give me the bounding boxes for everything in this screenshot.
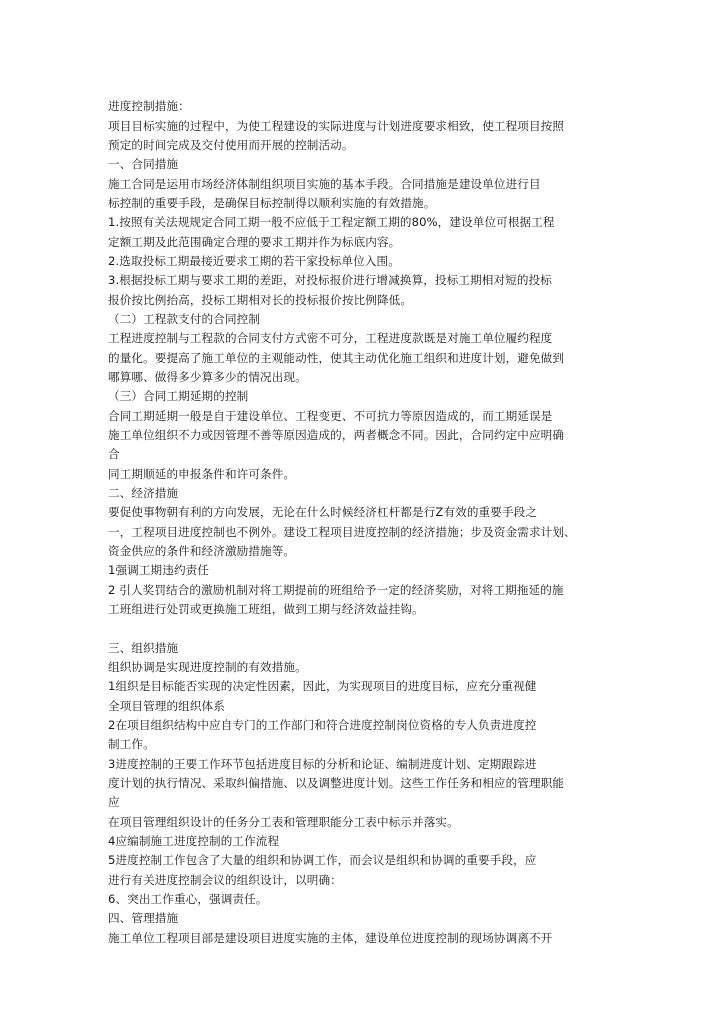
text-line: 5进度控制工作包含了大量的组织和协调工作，而会议是组织和协调的重要手段，应 [108, 853, 537, 867]
text-line: 全项目管理的组织体系 [108, 699, 225, 713]
text-line: 进行有关进度控制会议的组织设计，以明确： [108, 873, 342, 887]
text-line: 2.选取投标工期最接近要求工期的若干家投标单位入围。 [108, 254, 400, 268]
section-heading: 二、经济措施 [108, 486, 179, 500]
text-line: 工程进度控制与工程款的合同支付方式密不可分，工程进度款既是对施工单位履约程度 [108, 331, 553, 345]
text-line: 哪算哪、做得多少算多少的情况出现。 [108, 370, 307, 384]
text-line: 施工单位工程项目部是建设项目进度实施的主体，建设单位进度控制的现场协调离不开 [108, 931, 553, 945]
section-heading: 四、管理措施 [108, 911, 179, 925]
subsection-heading: （三）合同工期延期的控制 [108, 389, 249, 403]
text-line: 在项目管理组织设计的任务分工表和管理职能分工表中标示并落实。 [108, 815, 459, 829]
text-line: 预定的时间完成及交付使用而开展的控制活动。 [108, 138, 354, 152]
text-line: 1.按照有关法规规定合同工期一般不应低于工程定额工期的80%，建设单位可根据工程 [108, 215, 555, 229]
text-line: 同工期顺延的申报条件和许可条件。 [108, 467, 296, 481]
text-line: 报价按比例抬高，投标工期相对长的投标报价按比例降低。 [108, 293, 413, 307]
text-line: 标控制的重要手段，是确保目标控制得以顺利实施的有效措施。 [108, 196, 436, 210]
text-line: 项目目标实施的过程中，为使工程建设的实际进度与计划进度要求相致，使工程项目按照 [108, 119, 565, 133]
text-line: 1组织是目标能否实现的决定性因素，因此，为实现项目的进度目标，应充分重视健 [108, 679, 537, 693]
text-line: 3.根据投标工期与要求工期的差距，对投标报价进行增减换算，投标工期相对短的投标 [108, 273, 552, 287]
text-line: 定额工期及此范围确定合理的要求工期并作为标底内容。 [108, 235, 401, 249]
text-line: 度计划的执行情况、采取纠偏措施、以及调整进度计划。这些工作任务和相应的管理职能 [108, 776, 565, 790]
subsection-heading: （二）工程款支付的合同控制 [108, 312, 261, 326]
section-heading: 一、合同措施 [108, 157, 179, 171]
text-line: 6、突出工作重心，强调责任。 [108, 892, 268, 906]
text-line: 4应编制施工进度控制的工作流程 [108, 834, 280, 848]
text-line: 1强调工期违约责任 [108, 563, 210, 577]
text-line: 合 [108, 447, 120, 461]
text-line: 的量化。要提高了施工单位的主观能动性，使其主动优化施工组织和进度计划，避免做到 [108, 351, 565, 365]
text-line: 应 [108, 795, 120, 809]
section-heading: 三、组织措施 [108, 641, 179, 655]
text-line: 资金供应的条件和经济激励措施等。 [108, 544, 296, 558]
text-line: 合同工期延期一般是自于建设单位、工程变更、不可抗力等原因造成的，而工期延误是 [108, 409, 553, 423]
text-line: 2 引人奖罚结合的激励机制对将工期提前的班组给予一定的经济奖励，对将工期拖延的施 [108, 583, 564, 597]
text-line: 3进度控制的王要工作环节包括进度目标的分析和论证、编制进度计划、定期跟踪进 [108, 757, 537, 771]
text-line: 要促使事物朝有利的方向发展，无论在什么时候经济杠杆都是行Z有效的重要手段之 [108, 505, 538, 519]
text-line: 施工单位组织不力或因管理不善等原因造成的，两者概念不同。因此，合同约定中应明确 [108, 428, 565, 442]
text-line: 一，工程项目进度控制也不例外。建设工程项目进度控制的经济措施；步及资金需求计划、 [108, 525, 576, 539]
text-line: 施工合同是运用市场经济体制组织项目实施的基本手段。合同措施是建设单位进行目 [108, 177, 541, 191]
text-line: 组织协调是实现进度控制的有效措施。 [108, 660, 307, 674]
text-line: 2在项目组织结构中应自专门的工作部门和符合进度控制岗位资格的专人负责进度控 [108, 718, 537, 732]
text-line: 制工作。 [108, 737, 155, 751]
text-line: 进度控制措施： [108, 99, 190, 113]
text-line: 工班组进行处罚或更换施工班组，做到工期与经济效益挂钩。 [108, 602, 424, 616]
